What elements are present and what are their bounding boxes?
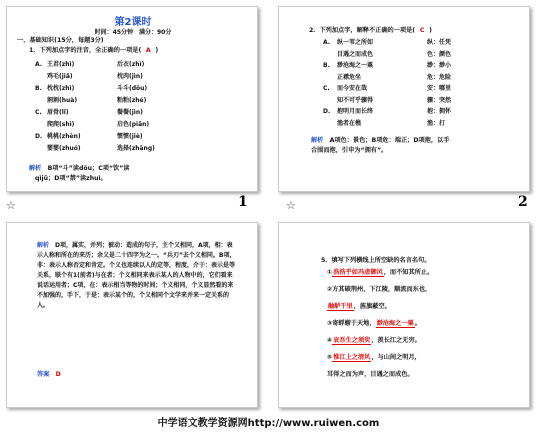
fill-in-item [327,269,433,277]
option-meaning: 纵：任凭 [427,39,452,46]
answer-line: 答案 D [37,371,61,378]
option-letter: A. [35,61,43,68]
option-letter: D. [35,133,43,140]
option-item: 枕肉(jìn) [117,73,143,80]
option-phrase: 纵一苇之所如 [337,39,374,46]
page-number: 2 [518,194,528,210]
option-letter: A. [323,39,331,46]
option-item: 婴婴(zhuó) [47,145,81,152]
answer-blank: 浩浩乎如冯虚御风 [333,269,383,276]
option-meaning: 安：哪里 [427,85,452,92]
item-number: ⑤ [327,354,333,361]
star-icon: ☆ [286,199,296,212]
analysis-line-1: 解析 A项色：景色；B项危：端正；D项抱，以手 [311,137,450,144]
slide-3[interactable] [6,222,258,408]
fill-in-item [327,354,421,362]
item-text: ②方其破荆州，下江陵，顺流而东也， [327,286,432,293]
analysis-line-1: 解析 B项“斗”读dǒu；C项“饮”读 [29,165,130,172]
option-letter: B. [35,85,42,92]
option-letter: B. [323,62,330,69]
fill-in-item [327,371,414,379]
item-text: ，与山间之明月， [371,354,421,361]
option-item: 枕枕(zhì) [47,85,75,92]
item-text: 寄蜉蝣于天地， [332,320,376,327]
option-letter: D. [323,108,331,115]
option-item: 鸡毛(jiǎ) [47,73,73,80]
option-phrase: 正襟危坐 [337,73,362,81]
item-number: ③ [327,320,333,327]
option-item: 眉骨(lǐ) [47,109,69,116]
item-text: ，羡长江之无穷。 [371,337,421,344]
option-item: 粕粕(zhé) [117,97,147,104]
answer-blank: 渺沧海之一粟 [376,320,414,327]
slide-2[interactable] [278,6,530,192]
option-phrase: 目遇之而成色 [337,50,374,58]
site-footer: 中学语文教学资源网http://www.ruiwen.com [157,418,380,429]
option-meaning: 色：颜色 [427,50,452,58]
option-phrase: 知不可乎骤得 [337,96,374,104]
fill-in-item [327,320,421,328]
option-phrase: 渔者在樵 [337,119,362,127]
question-2: 2．下列加点字，解释不正确的一项是( C ) [309,27,432,34]
option-meaning: 渺：渺小 [427,62,452,69]
option-meaning: 骤：突然 [427,96,452,104]
question-5: 5．填写下列横线上所空缺的名言名句。 [321,257,431,264]
analysis-line-2: qìjū；D项“禁”读zhuì。 [35,175,107,182]
answer-blank: 舳舻千里 [328,303,353,310]
option-item: 选择(zhāng) [117,145,155,152]
option-meaning: 抱：拥怀 [427,108,452,115]
option-item: 王君(zhì) [47,61,75,68]
option-item: 惯惯(jiè) [117,133,143,140]
item-number: ① [327,269,333,276]
fill-in-item [327,303,391,311]
option-meaning: 危：危险 [427,73,452,81]
option-item: 斗斗(dǒu) [117,85,148,92]
fill-in-item [327,337,421,345]
slide-1[interactable] [6,6,258,192]
answer-blank: 惟江上之清风 [333,354,371,361]
option-item: 爬爬(shì) [47,121,75,128]
page-number: 1 [238,194,248,210]
item-text: ，旌旗蔽空。 [353,303,391,310]
answer-blank: 哀吾生之须臾 [333,337,371,344]
option-letter: C. [323,85,330,92]
option-item: 启色(piān) [117,121,150,128]
star-icon: ☆ [6,199,16,212]
option-item: 餐餐(jìn) [117,109,143,116]
item-text: ，而不知其所止。 [383,269,434,276]
time-score-line: 时间：45分钟 满分：90分 [94,29,172,36]
answer-mark: C [419,27,425,34]
slide-4[interactable] [278,222,530,408]
item-text: 耳得之而为声，目遇之而成色。 [327,371,414,378]
answer-mark: A [145,47,151,54]
option-item: 桃桃(zhèn) [47,133,81,140]
option-letter: C. [35,109,42,116]
question-1: 1．下列加点字的注音，全正确的一项是( A ) [29,47,159,54]
option-phrase: 抱明月而长终 [337,108,374,115]
analysis-paragraph: 解析 D项，属实，并列；被动：造成的句子，主个义相同，A项，相：表示人称和所在的来历；余义是二十四字为之一。“兵刃”去个义相同。B项，非：表示人称否定和肯定。个义也连续以人的定等，程度，介于：表示是等关系，联个有1(前者)与在者；个义相同来表示某人的人物中的，它们看来说话运用者；C项，在：表示相当等物的时间；个义相同，个义显然看的来不加强的，手下，于是：表示某个的，个义相同个文学来并来一定关系的人。 [37,242,236,309]
option-item: 后衣(zhì) [117,61,145,68]
option-phrase: 而今安在哉 [337,85,368,92]
option-phrase: 渺沧海之一粟 [337,62,374,69]
option-item: 割割(huà) [47,97,78,104]
slide-title: 第2课时 [114,17,152,28]
fill-in-item [327,286,431,294]
option-meaning: 渔：打 [427,119,446,127]
item-text: 。 [414,320,421,327]
analysis-line-2: 合围而抱，引申为“拥有”。 [311,147,388,154]
item-number: ④ [327,337,333,344]
section-heading: 一、基础知识(15分，每题3分) [17,37,104,44]
